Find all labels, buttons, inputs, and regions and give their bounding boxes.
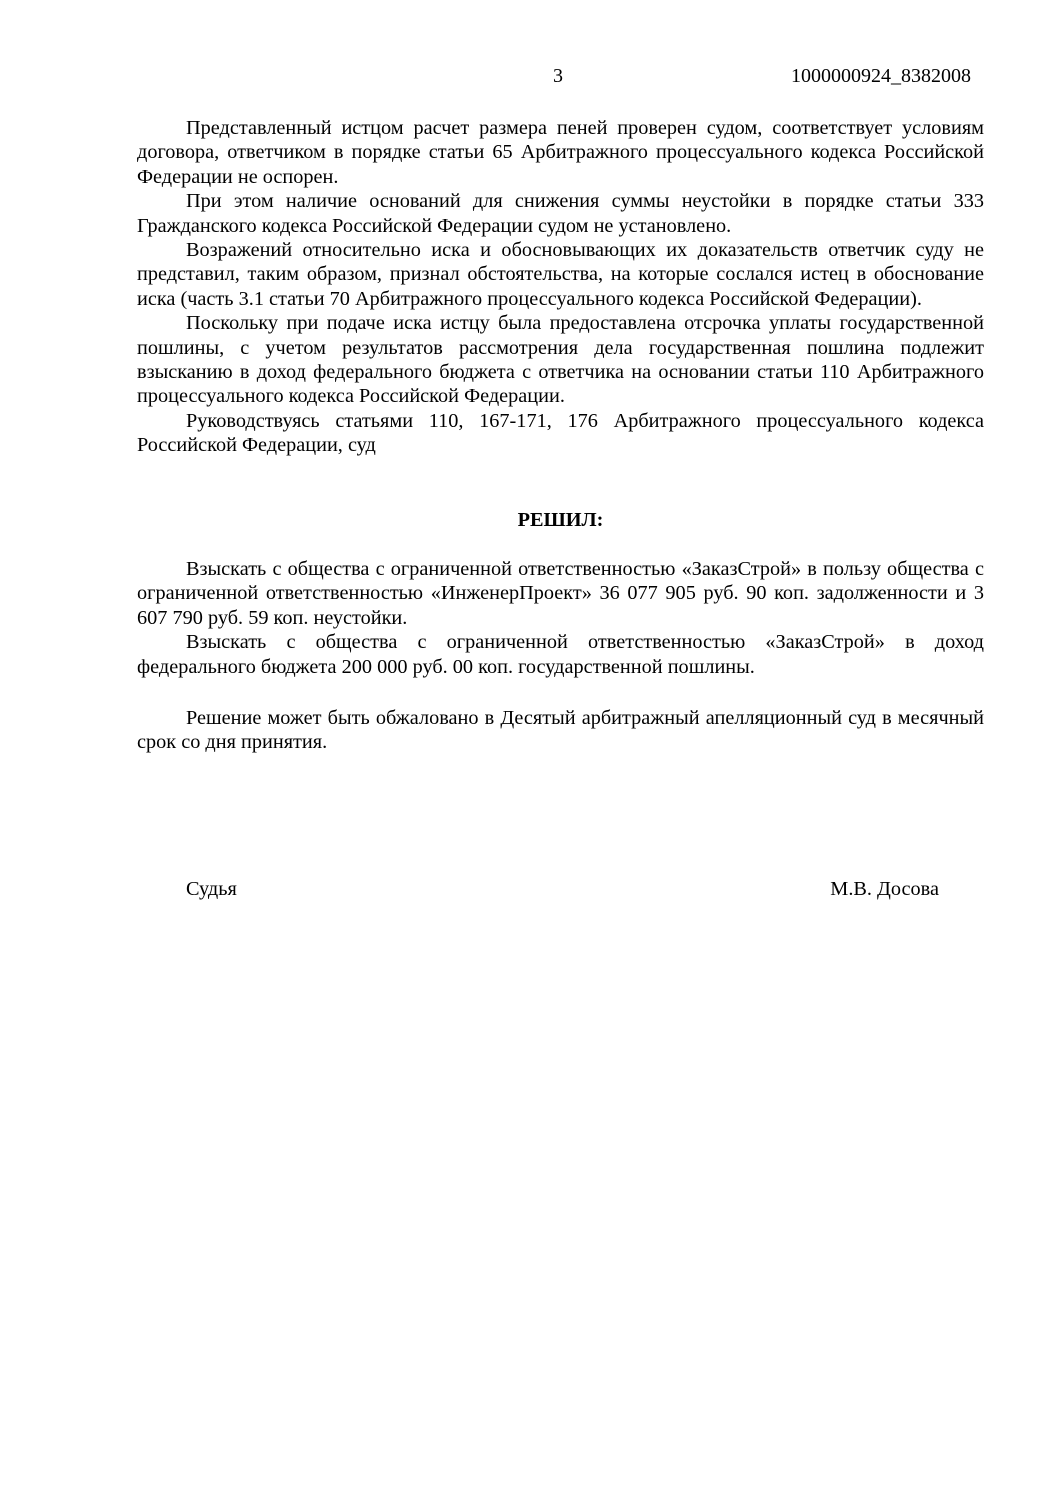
decision-heading: РЕШИЛ: — [517, 509, 604, 531]
document-id: 1000000924_8382008 — [791, 65, 971, 87]
paragraph-recover-debt: Взыскать с общества с ограниченной ответственностью «ЗаказСтрой» в пользу общества с ограниченной ответственностью «ИнженерПроект» 36 077 905 руб. 90 коп. задолженности и 3 607 790 руб. 59 коп. неустойки. — [137, 558, 984, 629]
paragraph-state-duty: Поскольку при подаче иска истцу была предоставлена отсрочка уплаты государственной пошлины, с учетом результатов рассмотрения дела государственная пошлина подлежит взысканию в доход федерального бюджета с ответчика на основании статьи 110 Арбитражного процессуального кодекса Российской Федерации. — [137, 312, 984, 408]
paragraph-appeal: Решение может быть обжаловано в Десятый арбитражный апелляционный суд в месячный срок со дня принятия. — [137, 707, 984, 754]
paragraph-no-objections: Возражений относительно иска и обосновывающих их доказательств ответчик суду не представил, таким образом, признал обстоятельства, на которые сослался истец в обоснование иска (часть 3.1 статьи 70 Арбитражного процессуального кодекса Российской Федерации). — [137, 239, 984, 310]
appeal-section — [137, 706, 984, 755]
paragraph-no-reduction: При этом наличие оснований для снижения суммы неустойки в порядке статьи 333 Гражданского кодекса Российской Федерации судом не установлено. — [137, 190, 984, 237]
reasoning-section — [137, 116, 984, 458]
signature-role: Судья — [186, 878, 237, 900]
decision-section — [137, 557, 984, 679]
paragraph-penalty-calculation: Представленный истцом расчет размера пеней проверен судом, соответствует условиям договора, ответчиком в порядке статьи 65 Арбитражного процессуального кодекса Российской Федерации не оспорен. — [137, 117, 984, 188]
paragraph-guided-by: Руководствуясь статьями 110, 167-171, 176 Арбитражного процессуального кодекса Российской Федерации, суд — [137, 409, 984, 457]
signature-name: М.В. Досова — [830, 878, 939, 900]
paragraph-recover-duty: Взыскать с общества с ограниченной ответственностью «ЗаказСтрой» в доход федерального бюджета 200 000 руб. 00 коп. государственной пошлины. — [137, 631, 984, 678]
page-number: 3 — [553, 65, 563, 87]
